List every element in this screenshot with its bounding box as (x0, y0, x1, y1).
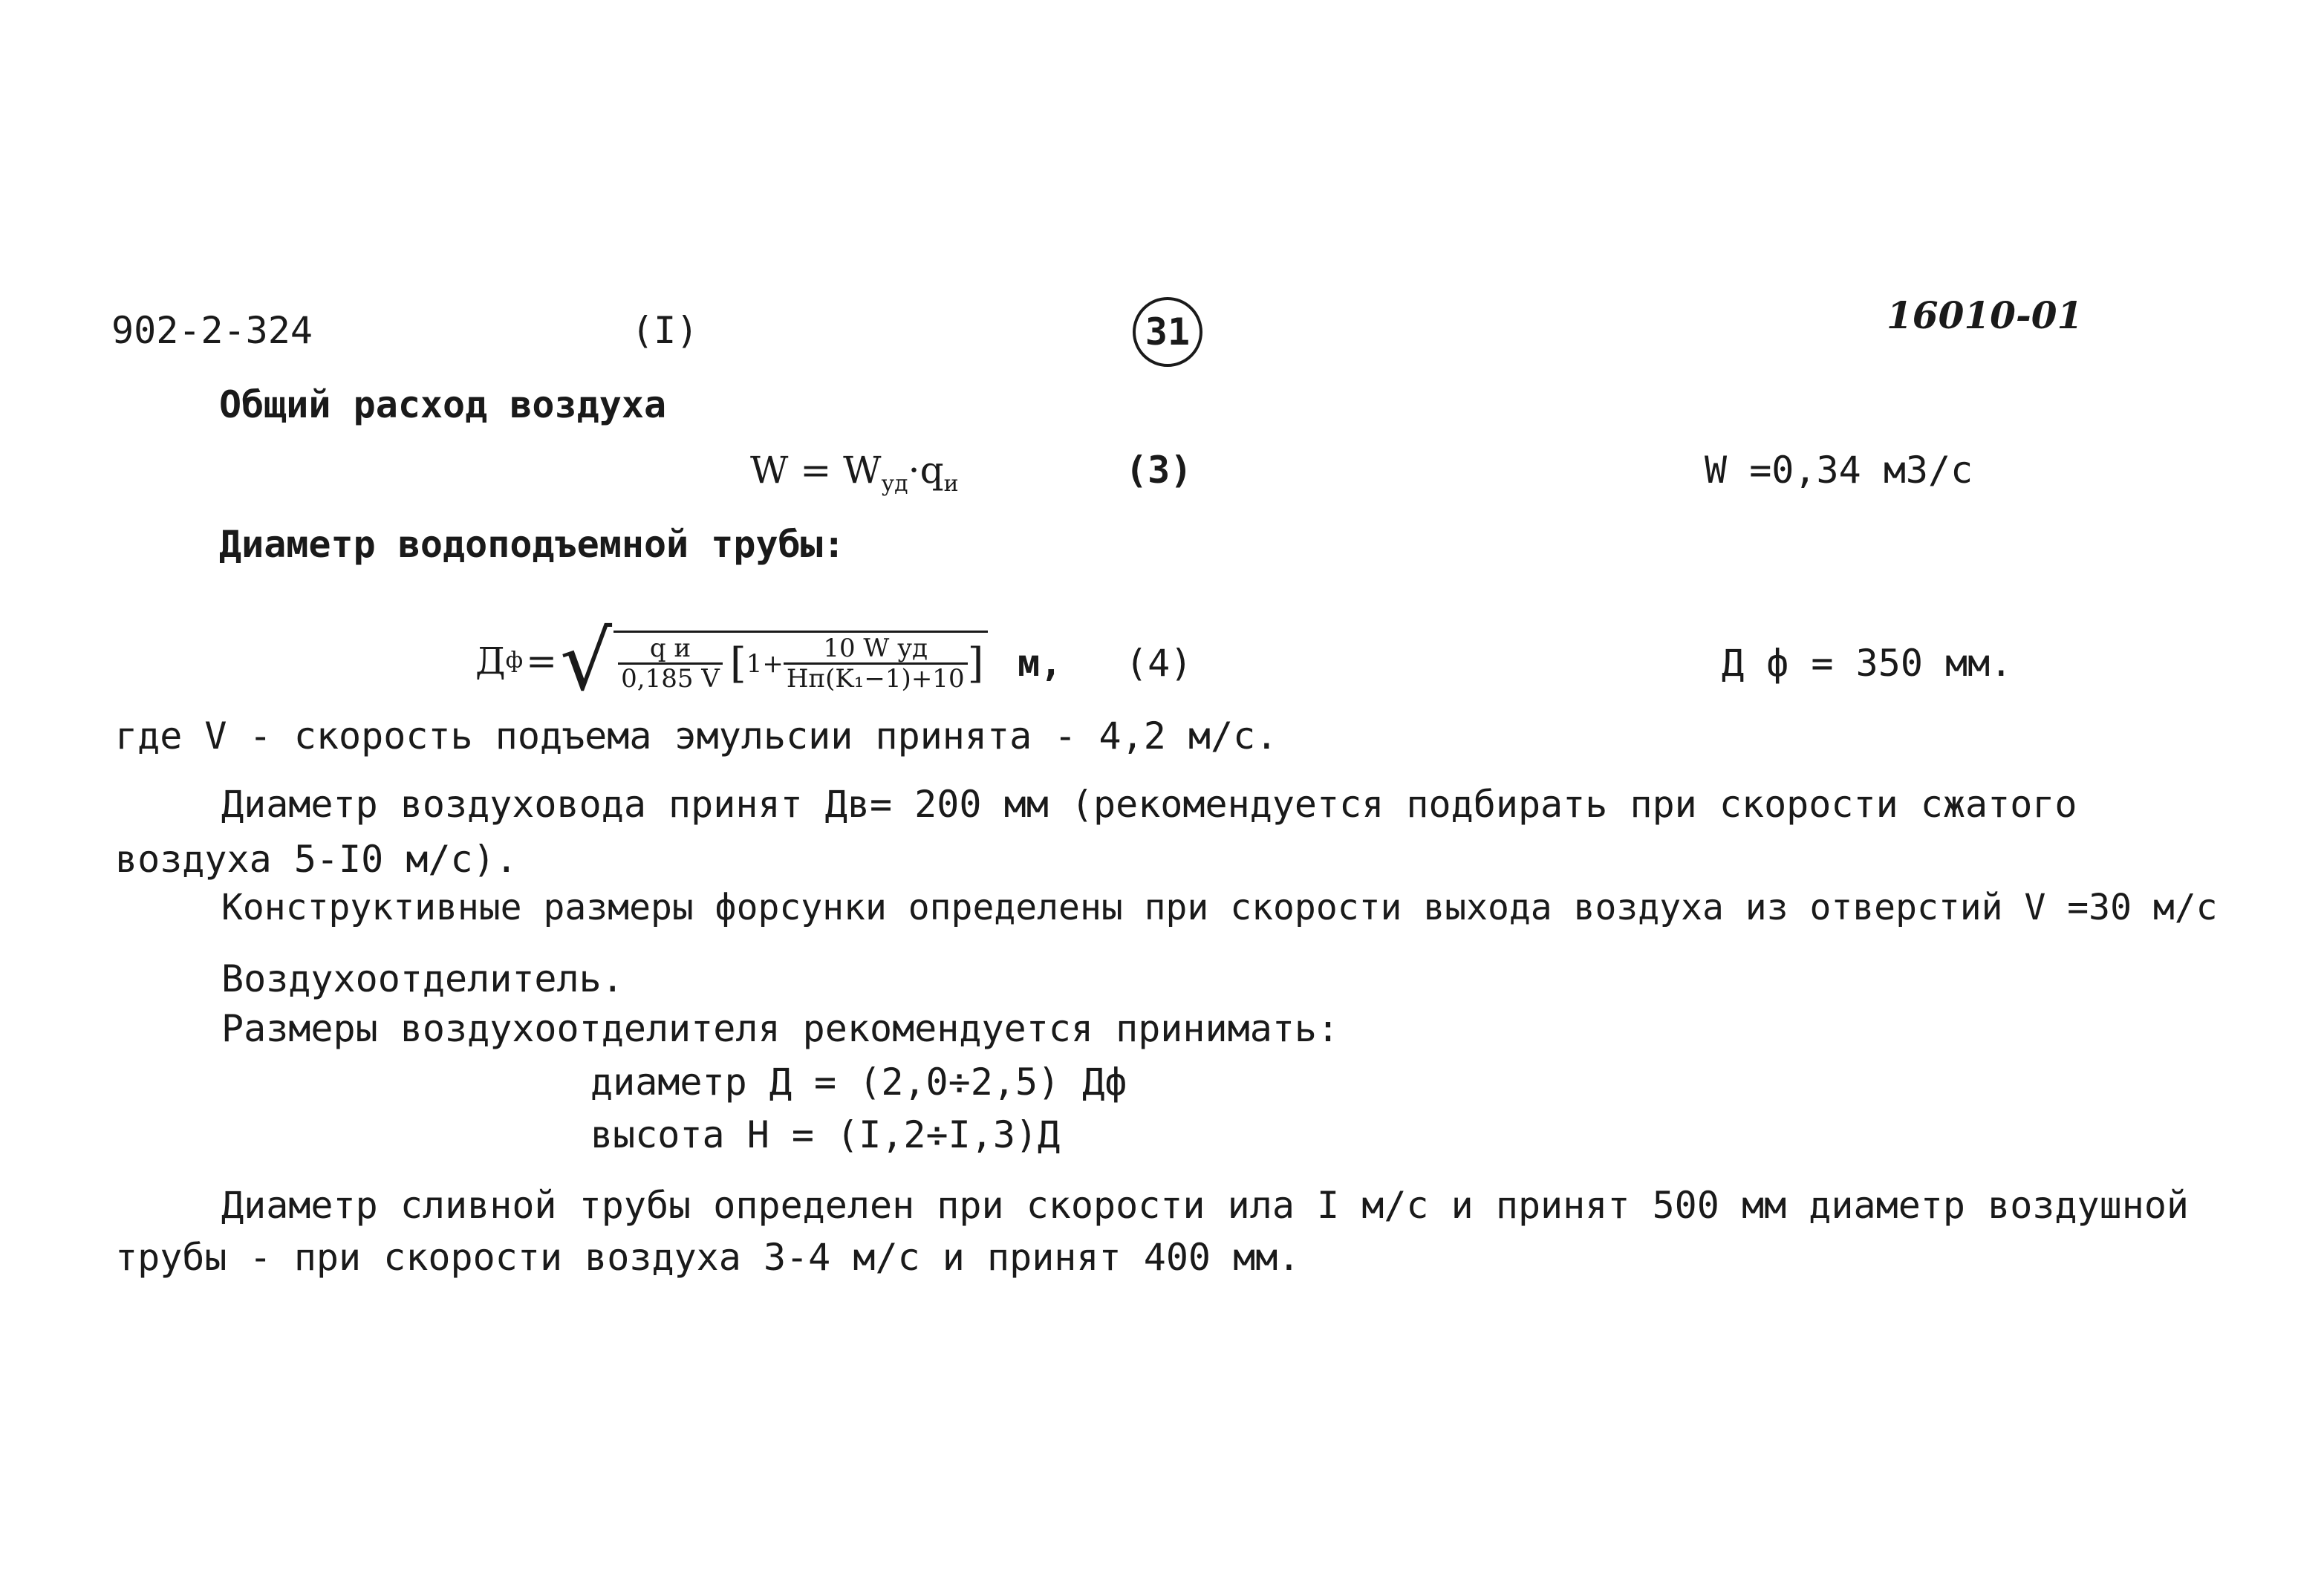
drain-line-2: трубы - при скорости воздуха 3-4 м/с и принят 400 мм. (115, 1236, 1301, 1279)
formula-3-q-sub: и (943, 471, 959, 497)
formula-4-lhs-sub: ф (505, 648, 524, 674)
formula-4-f1-num: q и (618, 636, 723, 665)
separator-height: высота H = (I,2÷I,3)Д (590, 1113, 1061, 1156)
drain-line-1: Диаметр сливной трубы определен при скорости ила I м/с и принят 500 мм диаметр воздушной (221, 1184, 2190, 1227)
page-number: 31 (1145, 310, 1191, 354)
formula-3-w-sub: уд (881, 471, 908, 497)
separator-intro: Размеры воздухоотделителя рекомендуется принимать: (221, 1007, 1340, 1050)
document-code: 902-2-324 (111, 309, 313, 352)
separator-heading: Воздухоотделитель. (221, 957, 624, 1000)
formula-3-number: (3) (1125, 449, 1193, 492)
formula-3-eq: = (800, 449, 832, 492)
where-line: где V - скорость подъема эмульсии принята - 4,2 м/с. (115, 714, 1278, 758)
formula-4-unit: м, (1018, 642, 1063, 685)
section-number: (I) (631, 309, 699, 352)
formula-3-result: W =0,34 м3/с (1705, 449, 1973, 492)
total-air-heading: Общий расход воздуха (219, 383, 667, 426)
air-duct-line-2: воздуха 5-I0 м/с). (115, 838, 518, 881)
formula-4-f1-den: 0,185 V (621, 664, 720, 694)
formula-4 (475, 613, 988, 709)
formula-4-f2-num: 10 W уд (784, 636, 968, 665)
formula-4-bracket-open: [ (729, 639, 746, 688)
formula-3-dot: · (908, 449, 920, 492)
formula-3 (750, 449, 959, 497)
formula-4-expression (475, 613, 988, 709)
nozzle-line: Конструктивные размеры форсунки определены при скорости выхода воздуха из отверстий V =30 м/с (221, 887, 2218, 928)
separator-diameter: диаметр Д = (2,0÷2,5) Дф (590, 1061, 1127, 1104)
formula-4-bracket-close: ] (967, 639, 984, 688)
formula-3-w: W (843, 449, 882, 492)
formula-3-lhs: W (750, 449, 789, 492)
formula-4-fraction-1 (618, 633, 723, 694)
formula-4-radicand (613, 631, 988, 694)
formula-4-one-plus: 1+ (746, 648, 784, 679)
formula-3-q: q (919, 449, 944, 492)
page-number-circle (1133, 297, 1202, 367)
formula-4-f2-den: Hп(K₁−1)+10 (786, 664, 965, 694)
formula-4-result: Д ф = 350 мм. (1722, 642, 2013, 685)
archive-number: 16010-01 (1887, 293, 2083, 337)
air-duct-line-1: Диаметр воздуховода принят Дв= 200 мм (рекомендуется подбирать при скорости сжатого (221, 783, 2077, 826)
formula-4-number: (4) (1125, 642, 1193, 685)
sqrt-icon: √ (560, 613, 613, 709)
formula-4-eq: = (526, 639, 558, 683)
riser-heading: Диаметр водоподъемной трубы: (219, 523, 845, 566)
formula-4-lhs: Д (475, 639, 506, 683)
formula-4-fraction-2 (784, 633, 968, 694)
